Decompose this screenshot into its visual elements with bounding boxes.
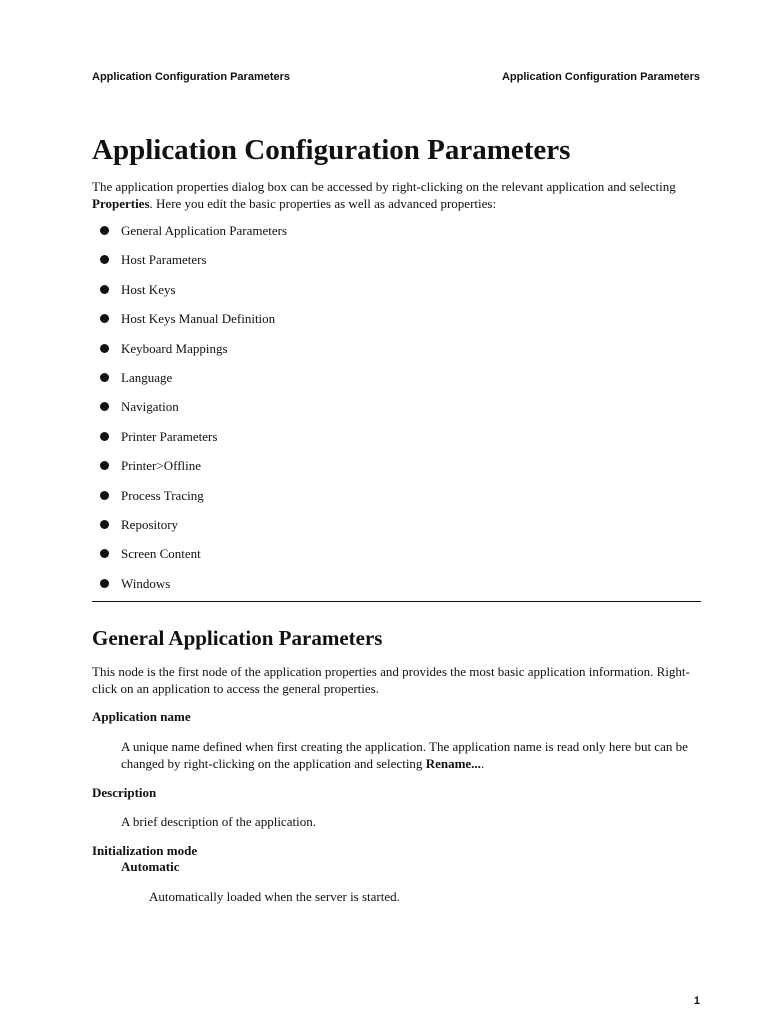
list-item-label: Host Parameters	[121, 252, 207, 268]
list-item	[100, 487, 287, 516]
bullet-icon	[100, 461, 109, 470]
definition-application-name	[121, 738, 701, 772]
section-intro: This node is the first node of the application properties and provides the most basic application information. Right-click on an application to access the general properties.	[92, 664, 690, 696]
list-item-label: Process Tracing	[121, 487, 204, 503]
list-item	[100, 398, 287, 427]
definition-text-end: .	[480, 756, 485, 771]
bullet-icon	[100, 255, 109, 264]
bullet-icon	[100, 373, 109, 382]
list-item	[100, 369, 287, 398]
bullet-icon	[100, 402, 109, 411]
definition-automatic: Automatically loaded when the server is started.	[149, 889, 400, 904]
section-title: General Application Parameters	[92, 626, 383, 650]
list-item-label: Keyboard Mappings	[121, 340, 228, 356]
list-item-label: Language	[121, 369, 173, 385]
bullet-icon	[100, 549, 109, 558]
bullet-icon	[100, 491, 109, 500]
list-item-label: Repository	[121, 516, 179, 532]
page-number: 1	[693, 995, 700, 1007]
list-item	[100, 340, 287, 369]
term-description: Description	[92, 785, 157, 800]
definition-text: A unique name defined when first creating the application. The application name is read only here but can be changed by right-clicking on the application and selecting	[121, 739, 688, 771]
running-header-right: Application Configuration Parameters	[501, 71, 700, 83]
list-item	[100, 545, 287, 574]
subterm-automatic: Automatic	[121, 859, 180, 874]
intro-text-end: . Here you edit the basic properties as well as advanced properties:	[149, 196, 497, 211]
list-item	[100, 516, 287, 545]
intro-text-start: The application properties dialog box can be accessed by right-clicking on the relevant application and selecting	[92, 179, 676, 194]
list-item-label: General Application Parameters	[121, 223, 288, 238]
term-initialization-mode: Initialization mode	[92, 843, 198, 858]
rename-bold: Rename...	[425, 756, 481, 771]
list-item-label: Printer>Offline	[121, 458, 202, 474]
bullet-icon	[100, 432, 109, 441]
bullet-icon	[100, 520, 109, 529]
list-item	[100, 281, 287, 310]
intro-properties-bold: Properties	[92, 196, 150, 211]
parameters-list	[100, 222, 287, 604]
page-title: Application Configuration Parameters	[92, 134, 571, 166]
list-item-label: Host Keys	[121, 281, 176, 297]
list-item-label: Windows	[121, 575, 171, 591]
list-item-label: Host Keys Manual Definition	[121, 311, 276, 327]
section-divider	[92, 601, 701, 602]
running-header-left: Application Configuration Parameters	[92, 71, 291, 83]
list-item-label: Screen Content	[121, 546, 201, 562]
bullet-icon	[100, 285, 109, 294]
list-item	[100, 310, 287, 339]
definition-description: A brief description of the application.	[121, 814, 316, 829]
bullet-icon	[100, 344, 109, 353]
list-item	[100, 575, 287, 604]
list-item	[100, 428, 287, 457]
list-item	[100, 457, 287, 486]
list-item	[100, 251, 287, 280]
intro-paragraph	[92, 178, 702, 212]
bullet-icon	[100, 579, 109, 588]
list-item-label: Printer Parameters	[121, 428, 218, 444]
list-item	[100, 222, 287, 251]
bullet-icon	[100, 314, 109, 323]
list-item-label: Navigation	[121, 399, 179, 415]
term-application-name: Application name	[92, 709, 191, 724]
bullet-icon	[100, 226, 109, 235]
